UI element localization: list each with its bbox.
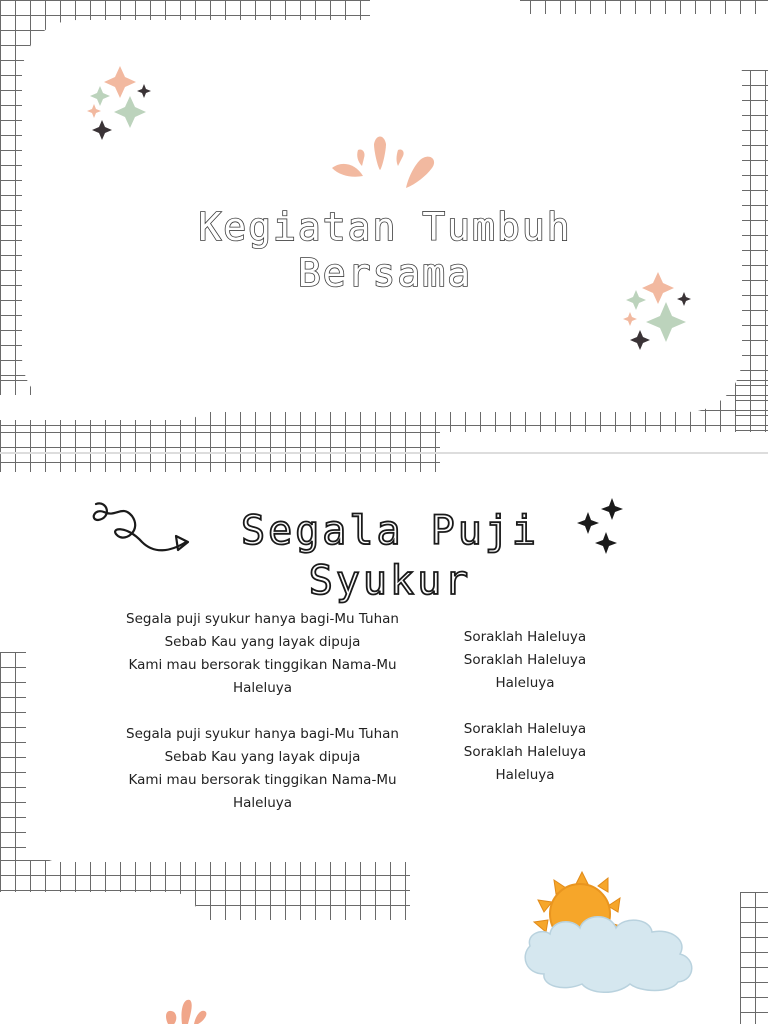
cover-title xyxy=(150,204,620,296)
lyric-line: Haleluya xyxy=(495,675,555,691)
cover-page xyxy=(0,0,768,432)
curly-arrow-icon xyxy=(92,502,192,562)
lyrics-verse-column xyxy=(110,608,415,838)
grid-left-lower xyxy=(0,652,26,862)
song-title: Segala Puji Syukur xyxy=(241,508,539,604)
lyric-line: Soraklah Haleluya xyxy=(463,652,587,668)
lyric-line: Kami mau bersorak tinggikan Nama-Mu xyxy=(128,772,397,788)
lyric-line: Kami mau bersorak tinggikan Nama-Mu xyxy=(128,657,397,673)
chorus-stanza-2 xyxy=(440,718,610,787)
chorus-stanza-1 xyxy=(440,626,610,695)
cover-title-line2: Bersama xyxy=(297,251,473,295)
lyric-line: Soraklah Haleluya xyxy=(463,629,587,645)
grid-top-right xyxy=(515,0,768,14)
sun-cloud-icon xyxy=(520,870,720,1000)
lyric-line: Segala puji syukur hanya bagi-Mu Tuhan xyxy=(126,611,399,627)
sun-rays-icon xyxy=(328,138,438,198)
lyric-line: Segala puji syukur hanya bagi-Mu Tuhan xyxy=(126,726,399,742)
verse-stanza-2 xyxy=(110,723,415,815)
sun-rays-icon xyxy=(160,994,210,1024)
verse-stanza-1 xyxy=(110,608,415,700)
lyric-line: Sebab Kau yang layak dipuja xyxy=(164,749,361,765)
lyric-line: Haleluya xyxy=(232,680,293,696)
cover-title-line1: Kegiatan Tumbuh xyxy=(198,205,572,249)
lyric-line: Sebab Kau yang layak dipuja xyxy=(164,634,361,650)
lyrics-chorus-column xyxy=(440,626,610,810)
sparkle-icon xyxy=(618,270,698,360)
grid-bottom-right xyxy=(740,892,768,1024)
lyric-line: Haleluya xyxy=(495,767,555,783)
lyric-line: Haleluya xyxy=(232,795,293,811)
lyric-line: Soraklah Haleluya xyxy=(463,744,587,760)
lyric-line: Soraklah Haleluya xyxy=(463,721,587,737)
sparkle-icon xyxy=(84,64,164,144)
sparkle-icon xyxy=(574,494,634,564)
